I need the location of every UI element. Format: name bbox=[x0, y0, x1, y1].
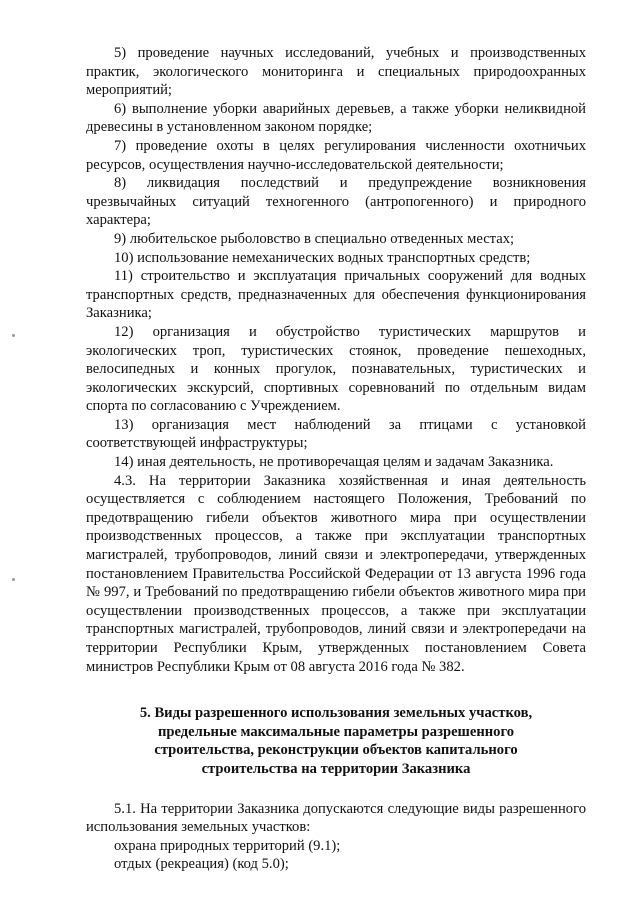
list-item: 13) организация мест наблюдений за птицами с установкой соответствующей инфраструктуры; bbox=[86, 416, 586, 452]
list-item: 7) проведение охоты в целях регулирования численности охотничьих ресурсов, осуществления научно-исследовательской деятельности; bbox=[86, 137, 586, 173]
list-item: 6) выполнение уборки аварийных деревьев, а также уборки неликвидной древесины в установленном законом порядке; bbox=[86, 100, 586, 136]
list-item: 14) иная деятельность, не противоречащая целям и задачам Заказника. bbox=[114, 454, 554, 471]
permitted-use-item: отдых (рекреация) (код 5.0); bbox=[114, 856, 289, 873]
heading-line: строительства на территории Заказника bbox=[201, 760, 471, 777]
list-item: 12) организация и обустройство туристических маршрутов и экологических троп, туристических стоянок, проведение пешеходных, велосипедных и конных прогулок, познавательных, туристических и экологических экскурсий, спортивных соревнований по отдельным видам спорта по согласованию с Учреждением. bbox=[86, 323, 586, 415]
list-item: 11) строительство и эксплуатация причальных сооружений для водных транспортных средств, предназначенных для обеспечения функционирования Заказника; bbox=[86, 268, 586, 322]
list-item: 9) любительское рыболовство в специально отведенных местах; bbox=[114, 230, 515, 247]
paragraph-4-3: 4.3. На территории Заказника хозяйственная и иная деятельность осуществляется с соблюдением настоящего Положения, Требований по предотвращению гибели объектов животного мира при осуществлении производственных процессов, а также при эксплуатации транспортных магистралей, трубопроводов, линий связи и электропередачи, утвержденных постановлением Правительства Российской Федерации от 13 августа 1996 года № 997, и Требований по предотвращению гибели объектов животного мира при осуществлении производственных процессов, а также при эксплуатации транспортных магистралей, трубопроводов, линий связи и электропередачи на территории Республики Крым, утвержденных постановлением Совета министров Республики Крым от 08 августа 2016 года № 382. bbox=[86, 472, 586, 675]
heading-line: предельные максимальные параметры разрешенного bbox=[157, 723, 515, 740]
list-item: 10) использование немеханических водных транспортных средств; bbox=[114, 249, 531, 266]
scan-mark bbox=[12, 578, 15, 581]
list-item: 8) ликвидация последствий и предупреждение возникновения чрезвычайных ситуаций техногенного (антропогенного) и природного характера; bbox=[86, 175, 586, 229]
paragraph-5-1: 5.1. На территории Заказника допускаются следующие виды разрешенного использования земельных участков: bbox=[86, 800, 586, 836]
heading-line: строительства, реконструкции объектов капитального bbox=[154, 742, 518, 759]
permitted-use-item: охрана природных территорий (9.1); bbox=[114, 837, 341, 854]
document-body bbox=[86, 44, 586, 874]
heading-line: 5. Виды разрешенного использования земельных участков, bbox=[139, 705, 533, 722]
section-heading bbox=[86, 704, 586, 778]
list-item: 5) проведение научных исследований, учебных и производственных практик, экологического мониторинга и специальных природоохранных мероприятий; bbox=[86, 45, 586, 99]
scan-mark bbox=[12, 334, 15, 337]
